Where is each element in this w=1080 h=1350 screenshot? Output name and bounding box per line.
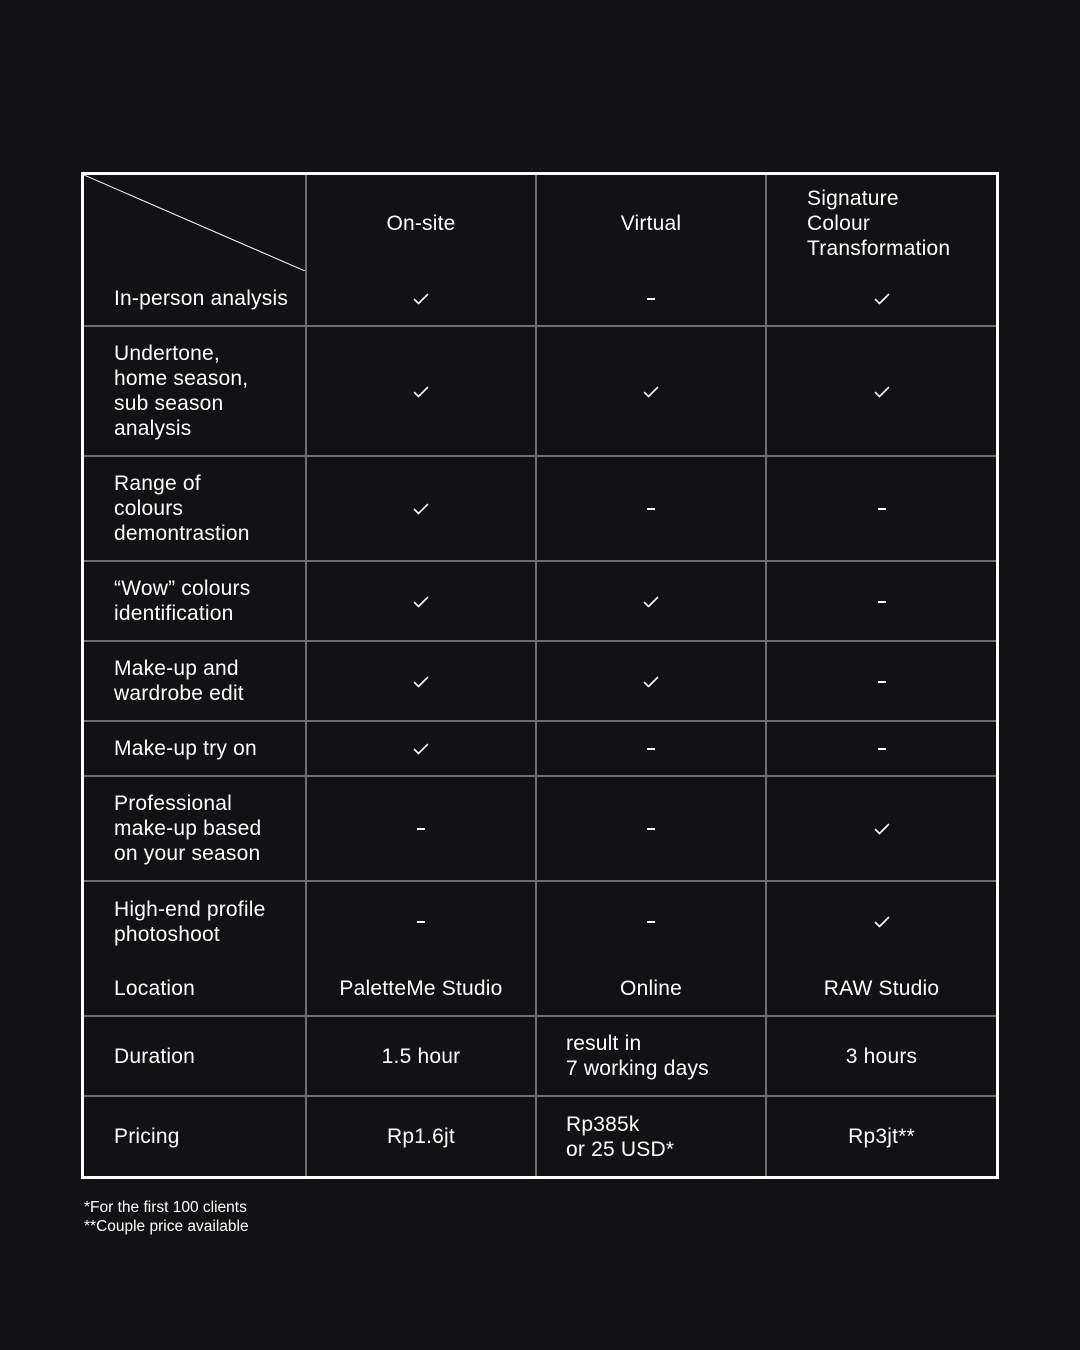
dash-icon <box>878 508 886 510</box>
cell-signature <box>766 776 996 881</box>
info-row-pricing <box>84 1096 996 1176</box>
dash-icon <box>878 601 886 603</box>
info-cell-virtual: result in 7 working days <box>536 1016 766 1096</box>
info-row-location <box>84 961 996 1016</box>
dash-icon <box>647 508 655 510</box>
feature-label: High-end profile photoshoot <box>84 881 306 961</box>
cell-virtual <box>536 456 766 561</box>
info-label: Pricing <box>84 1096 306 1176</box>
cell-signature <box>766 721 996 776</box>
cell-on-site <box>306 776 536 881</box>
cell-signature <box>766 561 996 641</box>
feature-label: Professional make-up based on your season <box>84 776 306 881</box>
footnote-couple-price: **Couple price available <box>84 1218 249 1235</box>
cell-virtual <box>536 326 766 456</box>
feature-row <box>84 326 996 456</box>
info-label: Location <box>84 961 306 1016</box>
dash-icon <box>647 828 655 830</box>
check-icon <box>413 287 429 310</box>
info-label: Duration <box>84 1016 306 1096</box>
comparison-table <box>81 172 999 1179</box>
cell-on-site <box>306 456 536 561</box>
cell-virtual <box>536 776 766 881</box>
feature-row <box>84 456 996 561</box>
feature-row <box>84 561 996 641</box>
info-cell-virtual: Rp385k or 25 USD* <box>536 1096 766 1176</box>
column-header-on-site: On-site <box>306 175 536 271</box>
dash-icon <box>647 921 655 923</box>
cell-on-site <box>306 561 536 641</box>
corner-cell <box>84 175 306 271</box>
info-cell-signature: Rp3jt** <box>766 1096 996 1176</box>
cell-signature <box>766 271 996 326</box>
dash-icon <box>417 828 425 830</box>
cell-virtual <box>536 721 766 776</box>
cell-on-site <box>306 271 536 326</box>
cell-on-site <box>306 326 536 456</box>
cell-virtual <box>536 881 766 961</box>
feature-label: Undertone, home season, sub season analysis <box>84 326 306 456</box>
check-icon <box>874 910 890 933</box>
feature-row <box>84 776 996 881</box>
check-icon <box>874 380 890 403</box>
feature-label: “Wow” colours identification <box>84 561 306 641</box>
check-icon <box>413 497 429 520</box>
cell-on-site <box>306 721 536 776</box>
info-row-duration <box>84 1016 996 1096</box>
check-icon <box>413 380 429 403</box>
dash-icon <box>417 921 425 923</box>
feature-row <box>84 271 996 326</box>
feature-label: Make-up try on <box>84 721 306 776</box>
feature-label: Make-up and wardrobe edit <box>84 641 306 721</box>
cell-virtual <box>536 561 766 641</box>
info-cell-on-site: PaletteMe Studio <box>306 961 536 1016</box>
cell-on-site <box>306 641 536 721</box>
check-icon <box>874 287 890 310</box>
dash-icon <box>647 298 655 300</box>
column-header-signature: Signature Colour Transformation <box>766 175 996 271</box>
cell-signature <box>766 641 996 721</box>
feature-label: In-person analysis <box>84 271 306 326</box>
check-icon <box>643 380 659 403</box>
dash-icon <box>878 748 886 750</box>
check-icon <box>643 670 659 693</box>
feature-row <box>84 881 996 961</box>
check-icon <box>413 670 429 693</box>
dash-icon <box>647 748 655 750</box>
info-cell-on-site: Rp1.6jt <box>306 1096 536 1176</box>
cell-virtual <box>536 271 766 326</box>
cell-signature <box>766 326 996 456</box>
check-icon <box>413 737 429 760</box>
info-cell-signature: RAW Studio <box>766 961 996 1016</box>
check-icon <box>413 590 429 613</box>
feature-row <box>84 641 996 721</box>
cell-signature <box>766 456 996 561</box>
info-cell-signature: 3 hours <box>766 1016 996 1096</box>
footnote-first-clients: *For the first 100 clients <box>84 1199 247 1216</box>
column-header-virtual: Virtual <box>536 175 766 271</box>
dash-icon <box>878 681 886 683</box>
info-cell-on-site: 1.5 hour <box>306 1016 536 1096</box>
feature-label: Range of colours demontrastion <box>84 456 306 561</box>
cell-on-site <box>306 881 536 961</box>
feature-row <box>84 721 996 776</box>
footnotes <box>84 1198 249 1236</box>
header-row <box>84 175 996 271</box>
info-cell-virtual: Online <box>536 961 766 1016</box>
cell-signature <box>766 881 996 961</box>
check-icon <box>874 817 890 840</box>
check-icon <box>643 590 659 613</box>
cell-virtual <box>536 641 766 721</box>
diagonal-divider <box>84 175 305 271</box>
